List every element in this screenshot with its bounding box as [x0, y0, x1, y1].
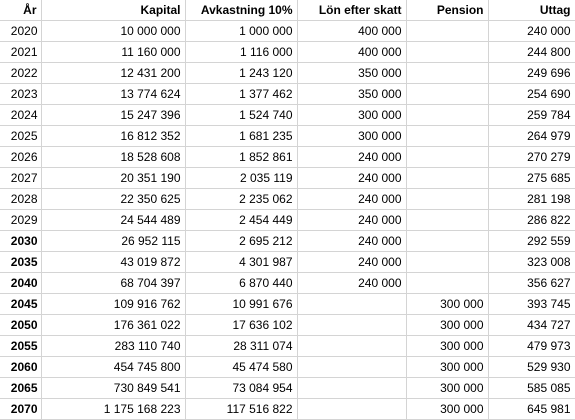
cell-lon[interactable]: 240 000	[297, 210, 406, 231]
cell-avkastning[interactable]: 4 301 987	[185, 252, 297, 273]
cell-avkastning[interactable]: 1 377 462	[185, 84, 297, 105]
cell-uttag[interactable]: 244 800	[488, 42, 575, 63]
cell-year[interactable]: 2025	[0, 126, 41, 147]
cell-pension[interactable]	[406, 84, 488, 105]
cell-uttag[interactable]: 434 727	[488, 315, 575, 336]
table-row	[0, 315, 575, 336]
header-cell-year[interactable]: År	[0, 0, 41, 21]
cell-kapital[interactable]: 10 000 000	[41, 21, 185, 42]
cell-avkastning[interactable]: 2 235 062	[185, 189, 297, 210]
cell-lon[interactable]: 240 000	[297, 147, 406, 168]
cell-lon[interactable]	[297, 315, 406, 336]
cell-pension[interactable]	[406, 63, 488, 84]
cell-uttag[interactable]: 393 745	[488, 294, 575, 315]
cell-uttag[interactable]: 249 696	[488, 63, 575, 84]
cell-uttag[interactable]: 529 930	[488, 357, 575, 378]
cell-lon[interactable]: 400 000	[297, 21, 406, 42]
cell-avkastning[interactable]: 28 311 074	[185, 336, 297, 357]
cell-uttag[interactable]: 281 198	[488, 189, 575, 210]
cell-lon[interactable]: 240 000	[297, 189, 406, 210]
cell-kapital[interactable]: 11 160 000	[41, 42, 185, 63]
cell-lon[interactable]: 240 000	[297, 231, 406, 252]
cell-kapital[interactable]: 24 544 489	[41, 210, 185, 231]
cell-pension[interactable]: 300 000	[406, 294, 488, 315]
cell-uttag[interactable]: 645 981	[488, 399, 575, 420]
cell-uttag[interactable]: 259 784	[488, 105, 575, 126]
cell-uttag[interactable]: 292 559	[488, 231, 575, 252]
cell-lon[interactable]: 240 000	[297, 168, 406, 189]
cell-lon[interactable]: 350 000	[297, 63, 406, 84]
cell-kapital[interactable]: 176 361 022	[41, 315, 185, 336]
cell-pension[interactable]	[406, 231, 488, 252]
cell-avkastning[interactable]: 6 870 440	[185, 273, 297, 294]
cell-avkastning[interactable]: 2 695 212	[185, 231, 297, 252]
header-cell-avkastning[interactable]: Avkastning 10%	[185, 0, 297, 21]
cell-year[interactable]: 2029	[0, 210, 41, 231]
cell-kapital[interactable]: 1 175 168 223	[41, 399, 185, 420]
cell-pension[interactable]: 300 000	[406, 378, 488, 399]
cell-lon[interactable]	[297, 294, 406, 315]
cell-kapital[interactable]: 26 952 115	[41, 231, 185, 252]
cell-lon[interactable]	[297, 357, 406, 378]
cell-uttag[interactable]: 356 627	[488, 273, 575, 294]
cell-lon[interactable]	[297, 336, 406, 357]
cell-kapital[interactable]: 68 704 397	[41, 273, 185, 294]
table-body	[0, 21, 575, 420]
table-row	[0, 168, 575, 189]
table-row	[0, 336, 575, 357]
cell-kapital[interactable]: 18 528 608	[41, 147, 185, 168]
cell-avkastning[interactable]: 10 991 676	[185, 294, 297, 315]
table-row	[0, 105, 575, 126]
table-row	[0, 378, 575, 399]
table-row	[0, 42, 575, 63]
cell-year[interactable]: 2030	[0, 231, 41, 252]
table-row	[0, 231, 575, 252]
header-cell-uttag[interactable]: Uttag	[488, 0, 575, 21]
cell-kapital[interactable]: 43 019 872	[41, 252, 185, 273]
cell-uttag[interactable]: 264 979	[488, 126, 575, 147]
cell-year[interactable]: 2070	[0, 399, 41, 420]
cell-lon[interactable]: 400 000	[297, 42, 406, 63]
table-row	[0, 294, 575, 315]
cell-avkastning[interactable]: 1 116 000	[185, 42, 297, 63]
table-row	[0, 84, 575, 105]
cell-avkastning[interactable]: 73 084 954	[185, 378, 297, 399]
cell-year[interactable]: 2026	[0, 147, 41, 168]
cell-lon[interactable]	[297, 399, 406, 420]
cell-pension[interactable]	[406, 105, 488, 126]
cell-avkastning[interactable]: 2 035 119	[185, 168, 297, 189]
cell-year[interactable]: 2024	[0, 105, 41, 126]
cell-lon[interactable]: 240 000	[297, 273, 406, 294]
cell-lon[interactable]: 300 000	[297, 105, 406, 126]
header-row	[0, 0, 575, 21]
header-cell-lon[interactable]: Lön efter skatt	[297, 0, 406, 21]
cell-avkastning[interactable]: 45 474 580	[185, 357, 297, 378]
cell-kapital[interactable]: 22 350 625	[41, 189, 185, 210]
cell-uttag[interactable]: 286 822	[488, 210, 575, 231]
cell-uttag[interactable]: 254 690	[488, 84, 575, 105]
cell-kapital[interactable]: 15 247 396	[41, 105, 185, 126]
cell-avkastning[interactable]: 1 524 740	[185, 105, 297, 126]
cell-pension[interactable]	[406, 273, 488, 294]
cell-kapital[interactable]: 20 351 190	[41, 168, 185, 189]
cell-pension[interactable]: 300 000	[406, 399, 488, 420]
table-row	[0, 189, 575, 210]
cell-kapital[interactable]: 13 774 624	[41, 84, 185, 105]
cell-pension[interactable]	[406, 42, 488, 63]
cell-lon[interactable]: 240 000	[297, 252, 406, 273]
table-row	[0, 63, 575, 84]
cell-uttag[interactable]: 240 000	[488, 21, 575, 42]
cell-lon[interactable]: 350 000	[297, 84, 406, 105]
cell-pension[interactable]	[406, 252, 488, 273]
cell-pension[interactable]	[406, 210, 488, 231]
table-row	[0, 210, 575, 231]
table-row	[0, 399, 575, 420]
cell-year[interactable]: 2021	[0, 42, 41, 63]
cell-year[interactable]: 2045	[0, 294, 41, 315]
table-row	[0, 252, 575, 273]
cell-pension[interactable]: 300 000	[406, 315, 488, 336]
cell-year[interactable]: 2020	[0, 21, 41, 42]
cell-kapital[interactable]: 454 745 800	[41, 357, 185, 378]
cell-pension[interactable]: 300 000	[406, 336, 488, 357]
cell-year[interactable]: 2065	[0, 378, 41, 399]
cell-year[interactable]: 2022	[0, 63, 41, 84]
cell-year[interactable]: 2028	[0, 189, 41, 210]
cell-avkastning[interactable]: 1 681 235	[185, 126, 297, 147]
cell-avkastning[interactable]: 1 852 861	[185, 147, 297, 168]
cell-kapital[interactable]: 12 431 200	[41, 63, 185, 84]
header-cell-pension[interactable]: Pension	[406, 0, 488, 21]
cell-avkastning[interactable]: 117 516 822	[185, 399, 297, 420]
cell-pension[interactable]: 300 000	[406, 357, 488, 378]
cell-kapital[interactable]: 730 849 541	[41, 378, 185, 399]
cell-pension[interactable]	[406, 126, 488, 147]
table-row	[0, 357, 575, 378]
cell-kapital[interactable]: 109 916 762	[41, 294, 185, 315]
cell-avkastning[interactable]: 1 243 120	[185, 63, 297, 84]
cell-pension[interactable]	[406, 168, 488, 189]
cell-year[interactable]: 2035	[0, 252, 41, 273]
cell-pension[interactable]	[406, 147, 488, 168]
cell-pension[interactable]	[406, 21, 488, 42]
cell-uttag[interactable]: 585 085	[488, 378, 575, 399]
cell-uttag[interactable]: 479 973	[488, 336, 575, 357]
cell-kapital[interactable]: 283 110 740	[41, 336, 185, 357]
cell-lon[interactable]: 300 000	[297, 126, 406, 147]
table-row	[0, 126, 575, 147]
cell-avkastning[interactable]: 1 000 000	[185, 21, 297, 42]
cell-year[interactable]: 2050	[0, 315, 41, 336]
cell-year[interactable]: 2023	[0, 84, 41, 105]
cell-avkastning[interactable]: 2 454 449	[185, 210, 297, 231]
table-row	[0, 21, 575, 42]
cell-pension[interactable]	[406, 189, 488, 210]
header-cell-kapital[interactable]: Kapital	[41, 0, 185, 21]
cell-kapital[interactable]: 16 812 352	[41, 126, 185, 147]
cell-avkastning[interactable]: 17 636 102	[185, 315, 297, 336]
table-row	[0, 147, 575, 168]
cell-uttag[interactable]: 323 008	[488, 252, 575, 273]
cell-year[interactable]: 2040	[0, 273, 41, 294]
cell-year[interactable]: 2060	[0, 357, 41, 378]
cell-year[interactable]: 2027	[0, 168, 41, 189]
cell-lon[interactable]	[297, 378, 406, 399]
cell-uttag[interactable]: 270 279	[488, 147, 575, 168]
cell-year[interactable]: 2055	[0, 336, 41, 357]
table-row	[0, 273, 575, 294]
cell-uttag[interactable]: 275 685	[488, 168, 575, 189]
